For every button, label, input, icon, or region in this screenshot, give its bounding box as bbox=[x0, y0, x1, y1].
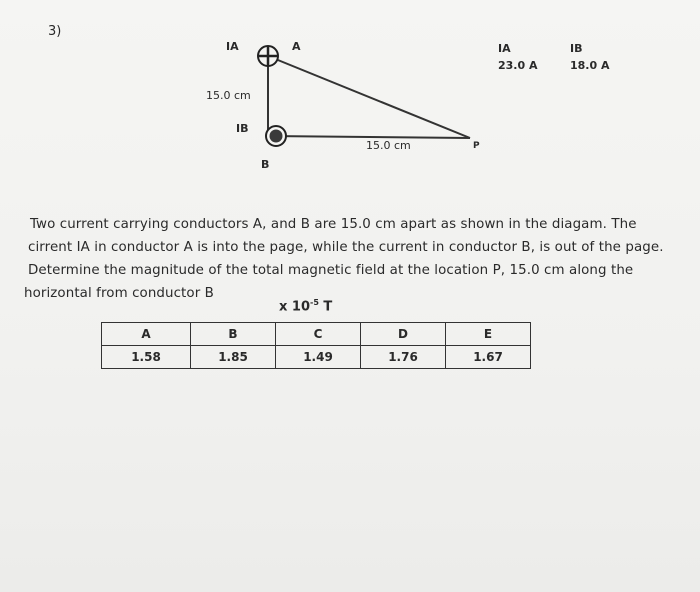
horizontal-line-b-to-p bbox=[268, 136, 470, 138]
unit-prefix: x 10 bbox=[279, 299, 311, 315]
header-cell: D bbox=[361, 323, 446, 346]
conductor-diagram bbox=[0, 0, 700, 200]
current-ib-value: 18.0 A bbox=[570, 59, 610, 72]
problem-line-4: horizontal from conductor B bbox=[24, 286, 214, 301]
header-cell: B bbox=[191, 323, 276, 346]
label-ib: IB bbox=[236, 122, 249, 135]
problem-line-1: Two current carrying conductors A, and B are 15.0 cm apart as shown in the diagam. The bbox=[30, 217, 637, 232]
value-cell: 1.85 bbox=[191, 346, 276, 369]
label-conductor-a: A bbox=[292, 40, 301, 53]
conductor-b-out-of-page-icon bbox=[266, 126, 286, 146]
header-cell: E bbox=[446, 323, 531, 346]
problem-line-3: Determine the magnitude of the total magnetic field at the location P, 15.0 cm along the bbox=[28, 263, 634, 278]
current-ib-header: IB bbox=[570, 42, 583, 55]
problem-statement bbox=[24, 213, 692, 305]
conductor-a-into-page-icon bbox=[258, 46, 278, 66]
hypotenuse-line-a-to-p bbox=[268, 56, 470, 138]
question-number: 3) bbox=[48, 24, 62, 39]
unit-suffix: T bbox=[318, 299, 333, 315]
value-cell: 1.76 bbox=[361, 346, 446, 369]
value-cell: 1.49 bbox=[276, 346, 361, 369]
value-cell: 1.58 bbox=[102, 346, 191, 369]
label-point-p: P bbox=[473, 141, 480, 151]
label-horizontal-distance: 15.0 cm bbox=[366, 139, 411, 152]
label-vertical-distance: 15.0 cm bbox=[206, 89, 251, 102]
unit-exponent: -5 bbox=[310, 298, 319, 307]
answer-choices-table bbox=[101, 322, 531, 369]
value-cell: 1.67 bbox=[446, 346, 531, 369]
label-conductor-b: B bbox=[261, 158, 270, 171]
header-cell: C bbox=[276, 323, 361, 346]
table-row bbox=[102, 323, 531, 346]
answer-unit bbox=[279, 298, 332, 314]
current-ia-header: IA bbox=[498, 42, 511, 55]
table-row bbox=[102, 346, 531, 369]
current-ia-value: 23.0 A bbox=[498, 59, 538, 72]
problem-line-2: cirrent IA in conductor A is into the page, while the current in conductor B, is out of the page. bbox=[28, 240, 664, 255]
header-cell: A bbox=[102, 323, 191, 346]
label-ia: IA bbox=[226, 40, 239, 53]
